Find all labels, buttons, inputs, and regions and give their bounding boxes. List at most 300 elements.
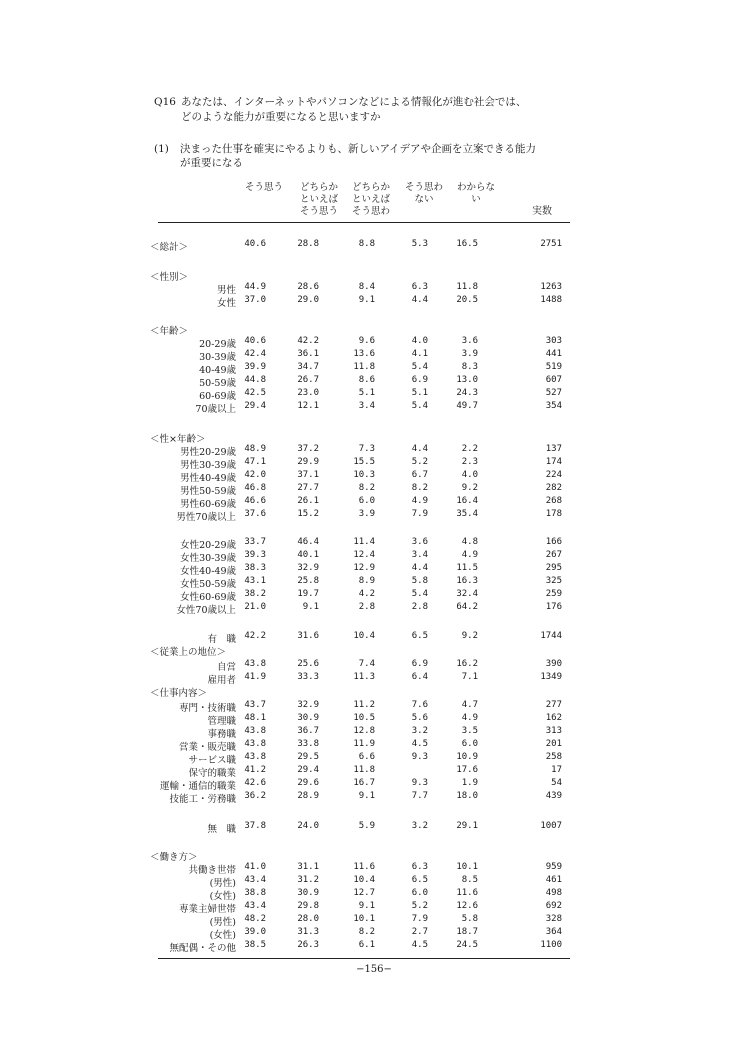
cell-percent: 48.2 [244,914,266,924]
cell-percent: 4.4 [411,444,428,454]
cell-percent: 32.9 [297,563,319,573]
cell-percent: 36.7 [297,726,319,736]
cell-count: 277 [545,700,562,710]
table-row [0,483,748,496]
row-label: 女性50-59歳 [180,579,236,590]
cell-percent: 5.2 [411,901,428,911]
row-label: 営業・販売職 [178,742,236,753]
cell-percent: 11.2 [353,700,375,710]
cell-count: 303 [545,336,562,346]
cell-percent: 9.1 [358,295,375,305]
cell-percent: 42.6 [244,778,266,788]
cell-percent: 3.6 [411,537,428,547]
cell-percent: 43.8 [244,659,266,669]
cell-percent: 2.2 [461,444,478,454]
row-label: 男性30-39歳 [180,460,236,471]
cell-count: 519 [545,362,562,372]
cell-percent: 29.4 [244,401,266,411]
cell-count: 1100 [540,940,562,950]
row-label: 雇用者 [207,675,236,686]
table-row [0,659,748,672]
cell-percent: 9.3 [411,778,428,788]
row-label: ＜従業上の地位＞ [150,647,227,658]
cell-count: 267 [545,550,562,560]
cell-percent: 40.6 [244,336,266,346]
row-label: 女性20-29歳 [180,540,236,551]
table-row [0,537,748,550]
cell-percent: 38.5 [244,940,266,950]
table-row [0,388,748,401]
table-row [0,862,748,875]
cell-percent: 31.2 [297,875,319,885]
cell-percent: 4.8 [461,537,478,547]
cell-percent: 4.9 [461,713,478,723]
cell-percent: 11.4 [353,537,375,547]
cell-percent: 42.2 [297,336,319,346]
header-count: 実数 [532,206,552,217]
cell-percent: 15.2 [297,509,319,519]
cell-percent: 42.4 [244,349,266,359]
cell-percent: 5.1 [411,388,428,398]
row-label: サービス職 [188,755,236,766]
question-line [154,110,526,125]
cell-percent: 16.2 [456,659,478,669]
cell-percent: 13.0 [456,375,478,385]
cell-percent: 29.5 [297,752,319,762]
cell-percent: 12.9 [353,563,375,573]
cell-percent: 5.4 [411,589,428,599]
cell-percent: 5.6 [411,713,428,723]
header-somewhat-disagree: どちらか といえば そう思わ [351,182,390,217]
cell-count: 328 [545,914,562,924]
cell-percent: 9.2 [461,483,478,493]
row-label: 自営 [216,662,236,673]
cell-count: 1488 [540,295,562,305]
table-row [0,700,748,713]
table-row [0,470,748,483]
table-row [0,401,748,414]
cell-percent: 36.2 [244,791,266,801]
cell-count: 268 [545,496,562,506]
cell-percent: 8.6 [358,375,375,385]
cell-percent: 7.3 [358,444,375,454]
cell-percent: 3.4 [358,401,375,411]
cell-percent: 43.7 [244,700,266,710]
row-label: 女性30-39歳 [180,553,236,564]
cell-percent: 64.2 [456,602,478,612]
table-row [0,685,748,698]
cell-percent: 39.9 [244,362,266,372]
table-row [0,323,748,336]
cell-percent: 11.8 [353,362,375,372]
question-number: Q16 [154,96,176,108]
cell-percent: 34.7 [297,362,319,372]
cell-percent: 12.7 [353,888,375,898]
cell-percent: 29.6 [297,778,319,788]
row-label: 女性40-49歳 [180,566,236,577]
cell-percent: 6.3 [411,282,428,292]
cell-percent: 29.9 [297,457,319,467]
table-row [0,778,748,791]
cell-percent: 9.1 [302,602,319,612]
cell-percent: 8.3 [461,362,478,372]
cell-percent: 5.3 [411,239,428,249]
cell-percent: 7.9 [411,509,428,519]
cell-percent: 1.9 [461,778,478,788]
row-label: 女性60-69歳 [180,592,236,603]
table-row [0,269,748,282]
cell-percent: 26.7 [297,375,319,385]
cell-percent: 28.6 [297,282,319,292]
cell-percent: 41.2 [244,765,266,775]
cell-percent: 10.5 [353,713,375,723]
cell-percent: 12.8 [353,726,375,736]
cell-percent: 6.3 [411,862,428,872]
table-row [0,282,748,295]
cell-percent: 41.9 [244,672,266,682]
cell-percent: 33.7 [244,537,266,547]
cell-percent: 5.4 [411,362,428,372]
row-label: 専門・技術職 [178,703,236,714]
header-somewhat-agree: どちらか といえば そう思う [299,182,338,217]
cell-percent: 9.6 [358,336,375,346]
cell-percent: 6.9 [411,659,428,669]
cell-percent: 46.4 [297,537,319,547]
row-label: 有 職 [207,634,236,645]
cell-percent: 4.7 [461,700,478,710]
cell-count: 178 [545,509,562,519]
row-label: ＜総計＞ [150,242,189,253]
cell-percent: 33.8 [297,739,319,749]
table-row [0,563,748,576]
cell-percent: 18.0 [456,791,478,801]
cell-percent: 38.2 [244,589,266,599]
table-row [0,672,748,685]
question-line [154,95,526,110]
cell-percent: 43.4 [244,875,266,885]
cell-percent: 3.9 [461,349,478,359]
cell-percent: 10.4 [353,631,375,641]
cell-percent: 19.7 [297,589,319,599]
cell-percent: 6.6 [358,752,375,762]
cell-percent: 43.4 [244,901,266,911]
cell-percent: 3.4 [411,550,428,560]
cell-percent: 37.2 [297,444,319,454]
cell-percent: 12.6 [456,901,478,911]
cell-percent: 40.6 [244,239,266,249]
cell-percent: 8.2 [411,483,428,493]
table-row [0,589,748,602]
cell-percent: 38.3 [244,563,266,573]
cell-percent: 16.5 [456,239,478,249]
cell-percent: 39.3 [244,550,266,560]
cell-percent: 16.4 [456,496,478,506]
cell-percent: 4.9 [411,496,428,506]
cell-count: 137 [545,444,562,454]
cell-count: 439 [545,791,562,801]
cell-percent: 44.9 [244,282,266,292]
cell-percent: 2.7 [411,927,428,937]
cell-percent: 7.6 [411,700,428,710]
cell-percent: 3.2 [411,726,428,736]
cell-percent: 11.3 [353,672,375,682]
cell-percent: 43.8 [244,752,266,762]
row-label: 男性20-29歳 [180,447,236,458]
table-row [0,631,748,644]
cell-percent: 9.3 [411,752,428,762]
cell-count: 461 [545,875,562,885]
subquestion-text-1: 決まった仕事を確実にやるよりも、新しいアイデアや企画を立案できる能力 [180,143,537,155]
cell-percent: 31.6 [297,631,319,641]
table-row [0,765,748,778]
table-row [0,713,748,726]
table-row [0,239,748,252]
cell-percent: 16.3 [456,576,478,586]
cell-count: 282 [545,483,562,493]
cell-count: 1263 [540,282,562,292]
row-label: (女性) [209,930,236,941]
row-label: 管理職 [207,716,236,727]
cell-percent: 11.6 [353,862,375,872]
cell-percent: 33.3 [297,672,319,682]
table-row [0,431,748,444]
cell-percent: 8.2 [358,927,375,937]
cell-percent: 2.3 [461,457,478,467]
cell-percent: 6.0 [358,496,375,506]
question-text-2: どのような能力が重要になると思いますか [181,111,381,123]
cell-percent: 12.4 [353,550,375,560]
cell-percent: 6.5 [411,875,428,885]
cell-percent: 6.9 [411,375,428,385]
cell-percent: 13.6 [353,349,375,359]
cell-count: 313 [545,726,562,736]
cell-percent: 9.2 [461,631,478,641]
cell-percent: 10.1 [456,862,478,872]
row-label: 無配偶・その他 [169,943,236,954]
cell-count: 2751 [540,239,562,249]
cell-percent: 37.1 [297,470,319,480]
cell-percent: 8.5 [461,875,478,885]
cell-percent: 21.0 [244,602,266,612]
row-label: 事務職 [207,729,236,740]
table-row [0,791,748,804]
cell-percent: 37.0 [244,295,266,305]
cell-percent: 6.0 [461,739,478,749]
table-header [0,182,748,222]
cell-percent: 26.3 [297,940,319,950]
table-row [0,739,748,752]
cell-percent: 29.8 [297,901,319,911]
cell-count: 201 [545,739,562,749]
cell-count: 498 [545,888,562,898]
cell-percent: 46.8 [244,483,266,493]
row-label: 70歳以上 [195,404,236,415]
cell-percent: 3.2 [411,821,428,831]
cell-percent: 27.7 [297,483,319,493]
cell-percent: 4.5 [411,739,428,749]
cell-percent: 10.4 [353,875,375,885]
cell-percent: 30.9 [297,888,319,898]
header-disagree: そう思わ ない [404,182,443,205]
cell-percent: 43.1 [244,576,266,586]
row-label: ＜仕事内容＞ [150,688,208,699]
cell-percent: 11.9 [353,739,375,749]
row-label: 20-29歳 [199,339,236,350]
cell-count: 959 [545,862,562,872]
table-row [0,550,748,563]
cell-percent: 5.8 [411,576,428,586]
cell-percent: 4.4 [411,295,428,305]
cell-count: 54 [551,778,562,788]
row-label: ＜性別＞ [150,272,189,283]
cell-percent: 29.4 [297,765,319,775]
table-row [0,509,748,522]
cell-percent: 4.2 [358,589,375,599]
row-label: 女性 [216,298,236,309]
cell-percent: 48.1 [244,713,266,723]
row-label: 運輸・通信的職業 [159,781,236,792]
cell-percent: 8.9 [358,576,375,586]
cell-percent: 4.9 [461,550,478,560]
cell-percent: 42.0 [244,470,266,480]
cell-count: 692 [545,901,562,911]
cell-percent: 3.6 [461,336,478,346]
cell-percent: 8.4 [358,282,375,292]
cell-percent: 36.1 [297,349,319,359]
cell-percent: 17.6 [456,765,478,775]
cell-percent: 25.6 [297,659,319,669]
cell-percent: 7.9 [411,914,428,924]
row-label: 男性70歳以上 [176,512,236,523]
cell-percent: 6.4 [411,672,428,682]
cell-percent: 35.4 [456,509,478,519]
cell-count: 17 [551,765,562,775]
cell-percent: 5.4 [411,401,428,411]
cell-percent: 37.8 [244,821,266,831]
cell-percent: 4.5 [411,940,428,950]
cell-percent: 11.6 [456,888,478,898]
cell-count: 295 [545,563,562,573]
cell-percent: 5.2 [411,457,428,467]
row-label: 60-69歳 [199,391,236,402]
cell-percent: 15.5 [353,457,375,467]
row-label: ＜性×年齢＞ [150,434,206,445]
cell-count: 607 [545,375,562,385]
table-row [0,457,748,470]
table-row [0,927,748,940]
cell-percent: 46.6 [244,496,266,506]
cell-percent: 44.8 [244,375,266,385]
cell-percent: 10.3 [353,470,375,480]
cell-count: 354 [545,401,562,411]
cell-percent: 7.1 [461,672,478,682]
cell-percent: 32.4 [456,589,478,599]
cell-percent: 29.0 [297,295,319,305]
cell-percent: 42.5 [244,388,266,398]
cell-count: 174 [545,457,562,467]
cell-percent: 28.9 [297,791,319,801]
cell-percent: 49.7 [456,401,478,411]
cell-count: 364 [545,927,562,937]
cell-count: 1349 [540,672,562,682]
cell-count: 162 [545,713,562,723]
cell-percent: 11.8 [353,765,375,775]
row-label: 共働き世帯 [188,865,236,876]
cell-percent: 2.8 [358,602,375,612]
cell-percent: 25.8 [297,576,319,586]
row-label: 専業主婦世帯 [178,904,236,915]
table-row [0,644,748,657]
cell-percent: 6.1 [358,940,375,950]
cell-count: 1744 [540,631,562,641]
cell-percent: 18.7 [456,927,478,937]
table-row [0,602,748,615]
cell-percent: 16.7 [353,778,375,788]
cell-percent: 20.5 [456,295,478,305]
cell-percent: 8.8 [358,239,375,249]
cell-percent: 24.5 [456,940,478,950]
cell-percent: 8.2 [358,483,375,493]
cell-count: 390 [545,659,562,669]
cell-percent: 12.1 [297,401,319,411]
row-label: 女性70歳以上 [176,605,236,616]
table-row [0,901,748,914]
cell-percent: 4.1 [411,349,428,359]
header-agree: そう思う [244,182,283,193]
cell-percent: 28.0 [297,914,319,924]
table-row [0,336,748,349]
row-label: 無 職 [207,824,236,835]
cell-percent: 5.9 [358,821,375,831]
question-text-1: あなたは、インターネットやパソコンなどによる情報化が進む社会では、 [181,96,527,108]
row-label: 50-59歳 [199,378,236,389]
subquestion-number: (1) [154,143,169,155]
table-row [0,444,748,457]
row-label: ＜年齢＞ [150,326,189,337]
cell-percent: 3.5 [461,726,478,736]
cell-percent: 4.0 [461,470,478,480]
table-row [0,362,748,375]
header-rule [158,222,570,223]
cell-percent: 40.1 [297,550,319,560]
cell-count: 441 [545,349,562,359]
cell-percent: 4.0 [411,336,428,346]
cell-percent: 7.7 [411,791,428,801]
row-label: (男性) [209,878,236,889]
cell-percent: 23.0 [297,388,319,398]
question-block [154,95,526,125]
row-label: 男性50-59歳 [180,486,236,497]
subquestion-block [154,142,536,170]
cell-percent: 6.5 [411,631,428,641]
cell-count: 224 [545,470,562,480]
cell-percent: 10.1 [353,914,375,924]
cell-percent: 31.3 [297,927,319,937]
table-row [0,576,748,589]
row-label: (男性) [209,917,236,928]
cell-percent: 29.1 [456,821,478,831]
cell-percent: 6.7 [411,470,428,480]
cell-percent: 3.9 [358,509,375,519]
row-label: 30-39歳 [199,352,236,363]
table-row [0,752,748,765]
cell-percent: 24.3 [456,388,478,398]
table-row [0,496,748,509]
table-row [0,940,748,953]
header-dont-know: わからな い [456,182,495,205]
cell-percent: 6.0 [411,888,428,898]
table-row [0,875,748,888]
